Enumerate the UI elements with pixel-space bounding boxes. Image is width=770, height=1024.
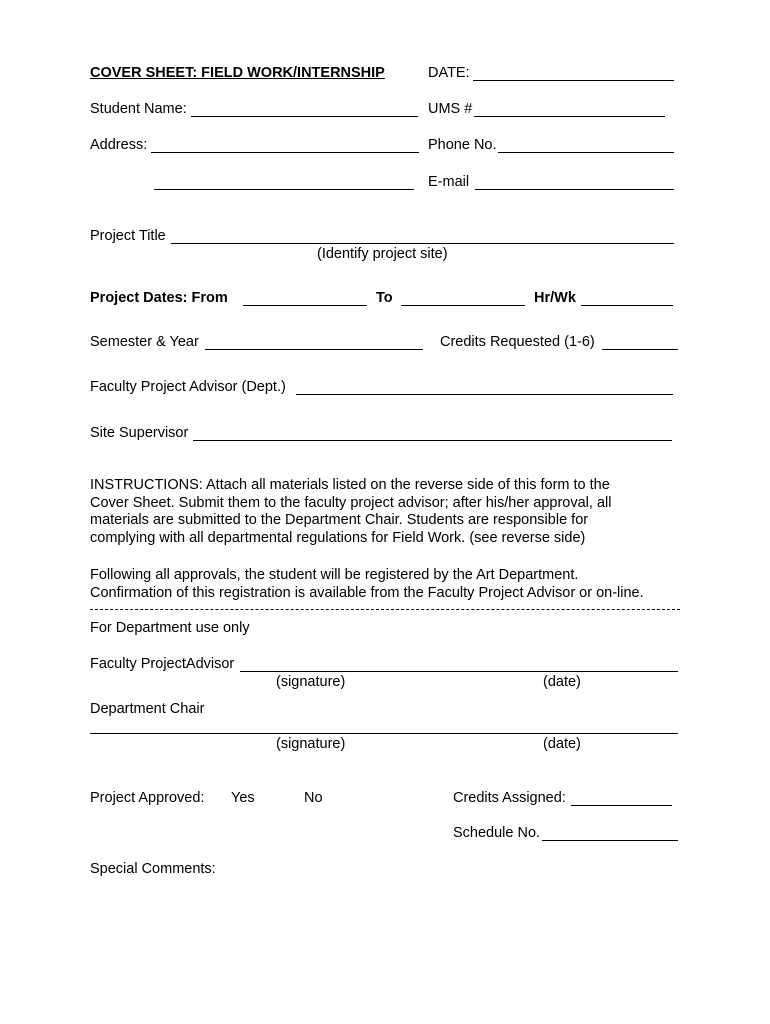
credits-assigned-label: Credits Assigned: <box>453 790 566 806</box>
date-label: DATE: <box>428 65 470 81</box>
semester-year-field[interactable] <box>205 349 423 350</box>
signature-hint: (signature) <box>276 736 346 752</box>
site-supervisor-field[interactable] <box>193 440 672 441</box>
faculty-project-advisor-label: Faculty ProjectAdvisor <box>90 656 235 672</box>
approved-yes-option[interactable]: Yes <box>231 790 255 806</box>
instructions-paragraph <box>90 477 680 547</box>
to-label: To <box>376 290 393 306</box>
department-use-heading: For Department use only <box>90 620 250 636</box>
faculty-advisor-signature-field[interactable] <box>240 671 678 672</box>
address-label: Address: <box>90 137 148 153</box>
project-title-label: Project Title <box>90 228 166 244</box>
cut-line-divider <box>90 609 680 610</box>
project-approved-label: Project Approved: <box>90 790 205 806</box>
phone-field[interactable] <box>498 152 674 153</box>
instructions-line: complying with all departmental regulations for Field Work. (see reverse side) <box>90 529 586 546</box>
credits-requested-field[interactable] <box>602 349 678 350</box>
department-chair-label: Department Chair <box>90 701 205 717</box>
faculty-advisor-label: Faculty Project Advisor (Dept.) <box>90 379 286 395</box>
date-field[interactable] <box>473 80 674 81</box>
address-line-2-field[interactable] <box>154 189 414 190</box>
ums-label: UMS # <box>428 101 473 117</box>
ums-field[interactable] <box>474 116 665 117</box>
project-dates-from-label: Project Dates: From <box>90 290 228 306</box>
student-name-label: Student Name: <box>90 101 187 117</box>
approvals-paragraph <box>90 567 680 602</box>
identify-site-hint: (Identify project site) <box>317 246 448 262</box>
student-name-field[interactable] <box>191 116 418 117</box>
form-title: COVER SHEET: FIELD WORK/INTERNSHIP <box>90 65 385 81</box>
from-date-field[interactable] <box>243 305 367 306</box>
signature-hint: (signature) <box>276 674 346 690</box>
semester-year-label: Semester & Year <box>90 334 199 350</box>
address-field[interactable] <box>151 152 419 153</box>
department-chair-signature-field[interactable] <box>90 733 678 734</box>
hr-wk-field[interactable] <box>581 305 673 306</box>
approved-no-option[interactable]: No <box>304 790 323 806</box>
project-title-field[interactable] <box>171 243 674 244</box>
email-label: E-mail <box>428 174 470 190</box>
schedule-no-label: Schedule No. <box>453 825 541 841</box>
credits-assigned-field[interactable] <box>571 805 672 806</box>
schedule-no-field[interactable] <box>542 840 678 841</box>
instructions-line: Cover Sheet. Submit them to the faculty project advisor; after his/her approval, all <box>90 494 612 511</box>
approvals-line: Following all approvals, the student will be registered by the Art Department. <box>90 567 579 583</box>
date-hint: (date) <box>543 674 581 690</box>
approvals-line: Confirmation of this registration is available from the Faculty Project Advisor or on-line. <box>90 584 644 601</box>
email-field[interactable] <box>475 189 674 190</box>
to-date-field[interactable] <box>401 305 525 306</box>
phone-label: Phone No. <box>428 137 497 153</box>
instructions-line: materials are submitted to the Department Chair. Students are responsible for <box>90 512 589 528</box>
site-supervisor-label: Site Supervisor <box>90 425 189 441</box>
faculty-advisor-field[interactable] <box>296 394 673 395</box>
instructions-line: INSTRUCTIONS: Attach all materials listed on the reverse side of this form to the <box>90 477 610 493</box>
special-comments-label: Special Comments: <box>90 861 216 877</box>
hr-wk-label: Hr/Wk <box>534 290 576 306</box>
credits-requested-label: Credits Requested (1-6) <box>440 334 595 350</box>
date-hint: (date) <box>543 736 581 752</box>
